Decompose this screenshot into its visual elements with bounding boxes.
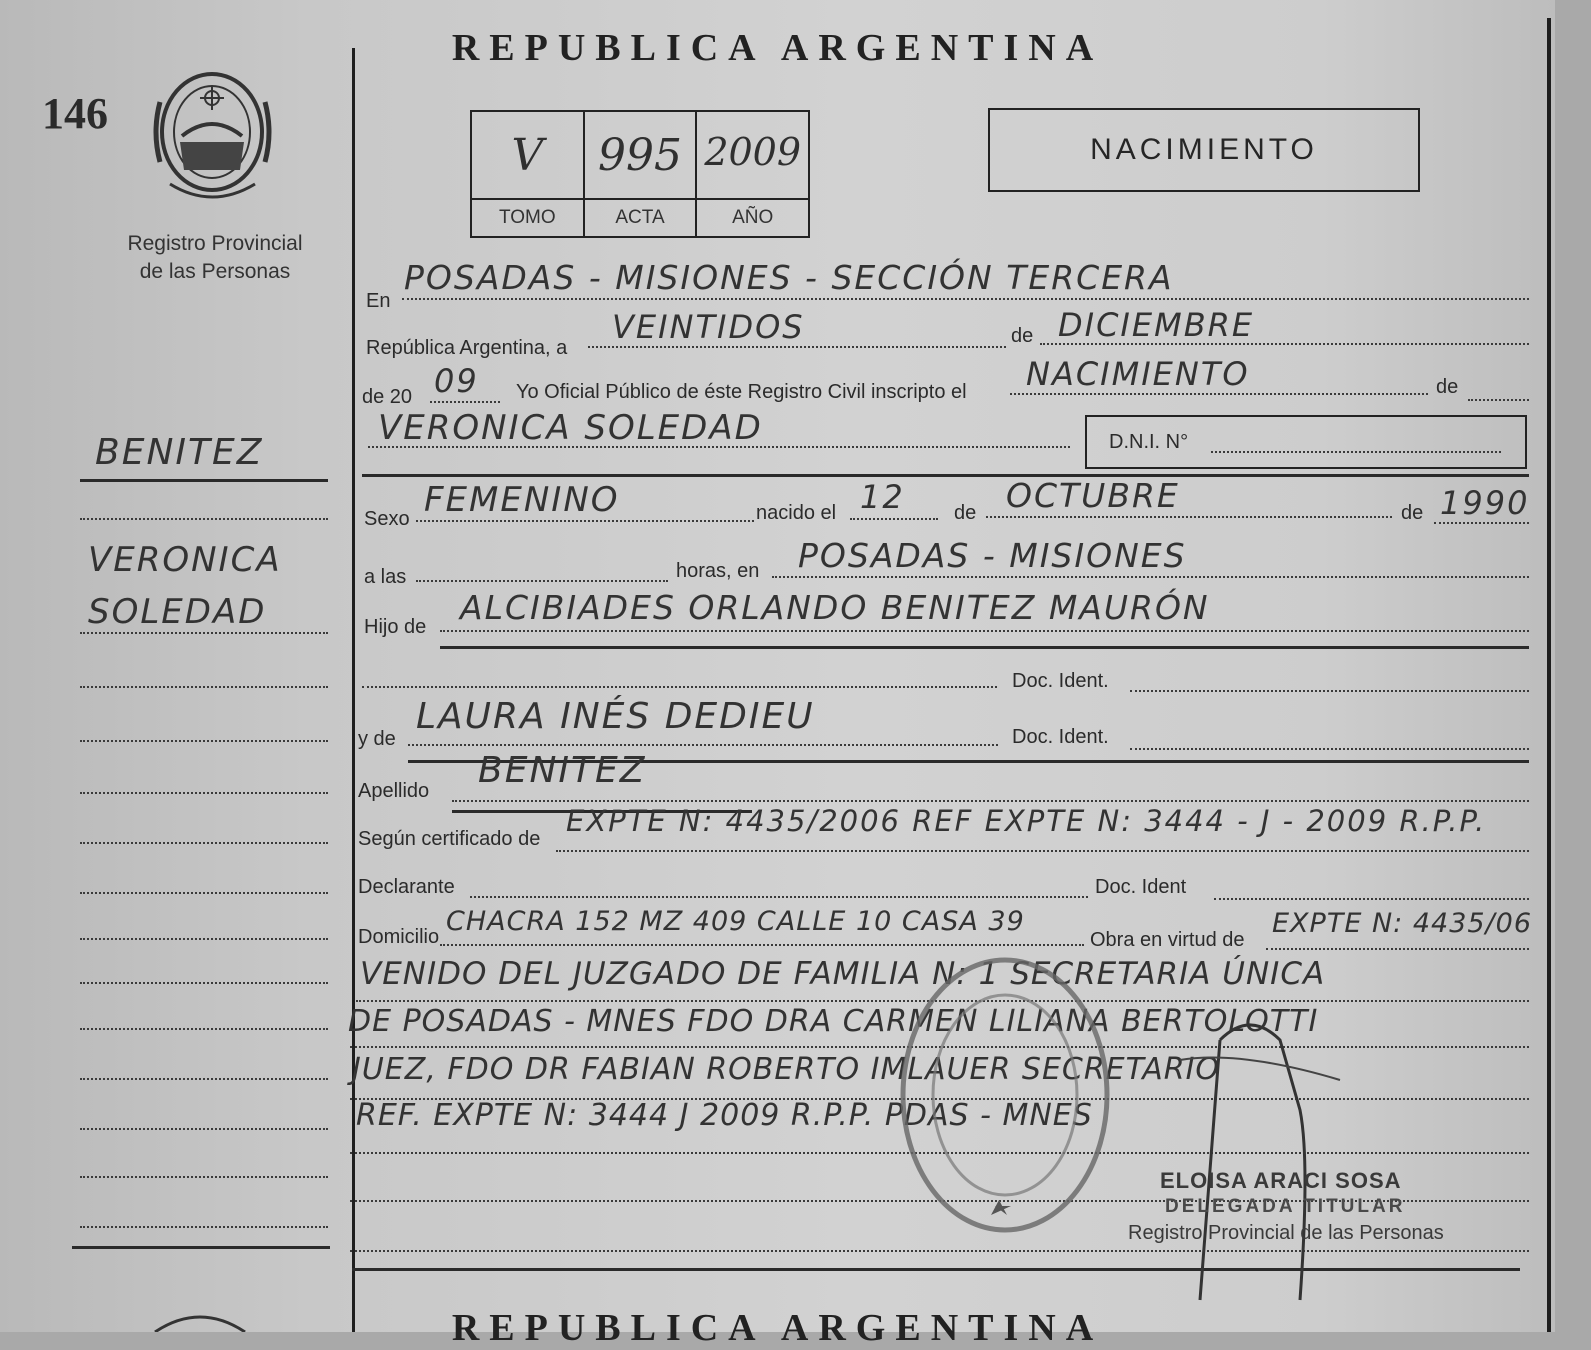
- label-de-month: de: [1011, 325, 1034, 347]
- anio-label: AÑO: [697, 198, 808, 236]
- tomo-cell: [472, 112, 585, 236]
- note-line-2: DE POSADAS - MNES FDO DRA CARMEN LILIANA BERTOLOTTI: [348, 1004, 1319, 1039]
- label-obra-en-virtud: Obra en virtud de: [1090, 929, 1245, 951]
- place-value: POSADAS - MISIONES - SECCIÓN TERCERA: [404, 258, 1174, 297]
- father-rule: [440, 646, 1529, 649]
- surname-value: BENITEZ: [478, 750, 647, 791]
- note-line-3: JUEZ, FDO DR FABIAN ROBERTO IMLAUER SECRETARIO: [352, 1052, 1221, 1087]
- note-line-1: VENIDO DEL JUZGADO DE FAMILIA N: 1 SECRETARIA ÚNICA: [360, 956, 1326, 992]
- sidebar-line: [80, 686, 328, 688]
- document-title: REPUBLICA ARGENTINA: [451, 27, 1104, 69]
- domicile-value: CHACRA 152 MZ 409 CALLE 10 CASA 39: [446, 906, 1025, 937]
- name-line: [368, 446, 1070, 448]
- birth-year-value: 1990: [1440, 484, 1530, 522]
- birth-day-line: [850, 518, 938, 520]
- by-virtue-value: EXPTE N: 4435/06: [1272, 908, 1533, 939]
- right-border: [1547, 18, 1551, 1332]
- sidebar-line: [80, 938, 328, 940]
- signatory-role: DELEGADA TITULAR: [1165, 1196, 1406, 1217]
- sidebar-line: [80, 842, 328, 844]
- signatory-registry: Registro Provincial de las Personas: [1128, 1222, 1444, 1244]
- sidebar-line: [80, 1128, 328, 1130]
- sidebar-line: [80, 740, 328, 742]
- inscribed-line: [1010, 393, 1428, 395]
- label-de-20: de 20: [362, 386, 413, 408]
- name-value: VERONICA SOLEDAD: [378, 408, 763, 448]
- label-doc-ident-father: Doc. Ident.: [1012, 670, 1109, 692]
- label-doc-ident-declarante: Doc. Ident: [1095, 876, 1187, 898]
- acta-value: 995: [598, 130, 682, 181]
- act-type-box: NACIMIENTO: [988, 108, 1420, 192]
- place-line: [402, 298, 1529, 300]
- month-value: DICIEMBRE: [1058, 306, 1255, 344]
- sidebar-line: [80, 1028, 328, 1030]
- sex-value: FEMENINO: [424, 480, 620, 520]
- sidebar-surname: BENITEZ: [95, 432, 264, 473]
- by-virtue-line: [1266, 948, 1529, 950]
- day-line: [588, 346, 1006, 348]
- birth-month-line: [986, 516, 1392, 518]
- dni-box: [1085, 415, 1527, 469]
- hour-line: [416, 580, 668, 582]
- birth-year-line: [1434, 522, 1529, 524]
- sidebar-line: [80, 892, 328, 894]
- birth-month-value: OCTUBRE: [1006, 476, 1180, 515]
- birth-place-line: [772, 576, 1529, 578]
- sex-line: [416, 520, 754, 522]
- registry-name: [110, 230, 320, 286]
- year-suffix-line: [430, 401, 500, 403]
- label-republica-a: República Argentina, a: [366, 337, 568, 359]
- mother-doc-line: [1130, 748, 1529, 750]
- label-segun-certificado: Según certificado de: [358, 828, 541, 850]
- next-page-title: REPUBLICA ARGENTINA: [451, 1307, 1104, 1349]
- label-yo-oficial: Yo Oficial Público de éste Registro Civil inscripto el: [516, 381, 967, 403]
- label-y-de: y de: [358, 728, 396, 750]
- birth-place-value: POSADAS - MISIONES: [798, 536, 1187, 575]
- margin-divider: [352, 48, 355, 1332]
- inscribed-value: NACIMIENTO: [1026, 355, 1250, 393]
- anio-cell: [697, 112, 808, 236]
- label-domicilio: Domicilio: [358, 926, 440, 948]
- anio-value: 2009: [704, 130, 802, 174]
- sidebar-line: [80, 1226, 328, 1228]
- sidebar-line: [80, 1078, 328, 1080]
- act-number-box: [470, 110, 810, 238]
- sidebar-given-name-2: SOLEDAD: [88, 592, 267, 632]
- month-line: [1040, 343, 1529, 345]
- sidebar-line: [80, 982, 328, 984]
- signature-icon: [1160, 1000, 1360, 1310]
- declarante-doc-line: [1214, 898, 1529, 900]
- label-apellido: Apellido: [358, 780, 430, 802]
- label-en: En: [366, 290, 391, 312]
- label-dni: D.N.I. N°: [1109, 431, 1189, 453]
- label-hijo-de: Hijo de: [364, 616, 427, 638]
- label-de-birth-year: de: [1401, 502, 1424, 524]
- acta-label: ACTA: [585, 198, 696, 236]
- day-value: VEINTIDOS: [612, 308, 805, 346]
- surname-line: [452, 800, 1529, 802]
- label-sexo: Sexo: [364, 508, 410, 530]
- certificate-line: [556, 850, 1529, 852]
- year-suffix-value: 09: [434, 362, 479, 400]
- label-a-las: a las: [364, 566, 407, 588]
- sidebar-rule: [80, 479, 328, 482]
- registry-name-line-1: Registro Provincial: [127, 232, 303, 255]
- label-de-name: de: [1436, 376, 1459, 398]
- sidebar-line: [80, 1176, 328, 1178]
- father-value: ALCIBIADES ORLANDO BENITEZ MAURÓN: [460, 588, 1210, 627]
- acta-cell: [585, 112, 698, 236]
- signatory-name: ELOISA ARACI SOSA: [1160, 1168, 1402, 1193]
- dni-line: [1211, 451, 1501, 453]
- father-doc-line: [362, 686, 997, 688]
- note-line-4: REF. EXPTE N: 3444 J 2009 R.P.P. PDAS - MNES: [356, 1098, 1093, 1133]
- label-de-birth-month: de: [954, 502, 977, 524]
- sidebar-line: [80, 632, 328, 634]
- father-line: [440, 630, 1529, 632]
- tomo-label: TOMO: [472, 198, 583, 236]
- certificate-value: EXPTE N: 4435/2006 REF EXPTE N: 3444 - J - 2009 R.P.P.: [566, 804, 1487, 838]
- sidebar-given-name-1: VERONICA: [88, 540, 282, 580]
- father-doc-value-line: [1130, 690, 1529, 692]
- birth-day-value: 12: [860, 478, 905, 516]
- sidebar-line: [80, 792, 328, 794]
- label-doc-ident-mother: Doc. Ident.: [1012, 726, 1109, 748]
- label-declarante: Declarante: [358, 876, 455, 898]
- domicile-line: [440, 944, 1084, 946]
- official-stamp-icon: [895, 950, 1115, 1240]
- declarante-line: [470, 896, 1088, 898]
- label-nacido-el: nacido el: [756, 502, 837, 524]
- page-number: 146: [42, 89, 108, 138]
- sidebar-line: [80, 518, 328, 520]
- tomo-value: V: [511, 130, 544, 181]
- province-seal-icon: [150, 62, 275, 212]
- section-rule: [362, 474, 1529, 477]
- de-line: [1468, 399, 1529, 401]
- label-horas-en: horas, en: [676, 560, 760, 582]
- mother-value: LAURA INÉS DEDIEU: [416, 696, 815, 737]
- sidebar-bottom-rule: [72, 1246, 330, 1249]
- mother-line: [408, 744, 998, 746]
- registry-name-line-2: de las Personas: [139, 260, 291, 283]
- next-page-seal-icon: [150, 1312, 250, 1332]
